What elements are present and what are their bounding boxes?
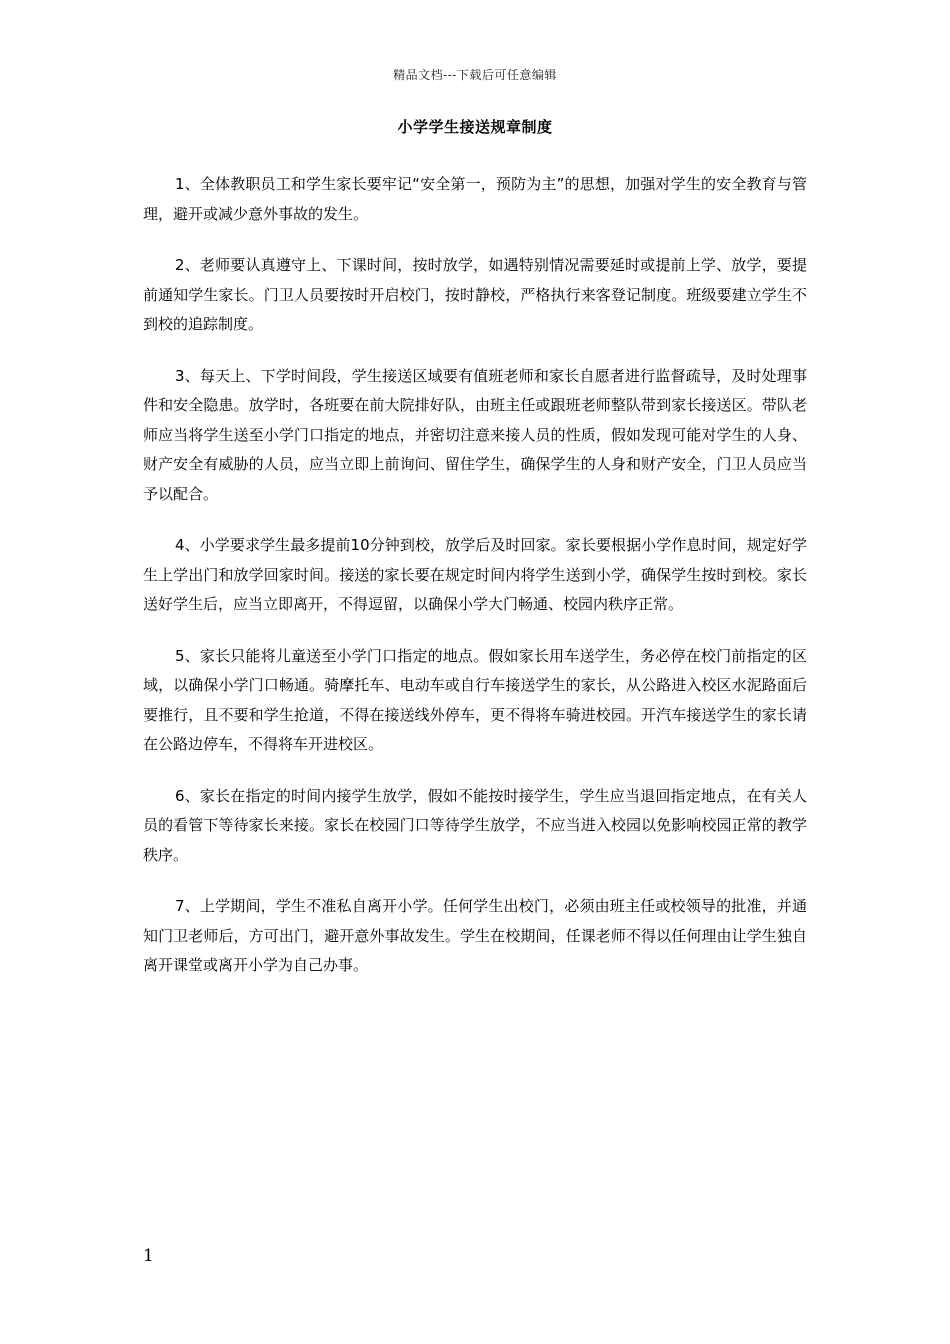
document-title: 小学学生接送规章制度 bbox=[397, 118, 553, 136]
paragraph-4: 4、小学要求学生最多提前10分钟到校，放学后及时回家。家长要根据小学作息时间，规定好学生上学出门和放学回家时间。接送的家长要在规定时间内将学生送到小学，确保学生按时到校。家长送好学生后，应当立即离开，不得逗留，以确保小学大门畅通、校园内秩序正常。 bbox=[143, 536, 807, 613]
paragraph-1: 1、全体教职员工和学生家长要牢记“安全第一，预防为主”的思想，加强对学生的安全教育与管理，避开或减少意外事故的发生。 bbox=[143, 175, 807, 223]
paragraph-3: 3、每天上、下学时间段，学生接送区域要有值班老师和家长自愿者进行监督疏导，及时处理事件和安全隐患。放学时，各班要在前大院排好队，由班主任或跟班老师整队带到家长接送区。带队老师应当将学生送至小学门口指定的地点，并密切注意来接人员的性质，假如发现可能对学生的人身、财产安全有威胁的人员，应当立即上前询问、留住学生，确保学生的人身和财产安全，门卫人员应当予以配合。 bbox=[143, 366, 807, 503]
paragraph-2: 2、老师要认真遵守上、下课时间，按时放学，如遇特别情况需要延时或提前上学、放学，要提前通知学生家长。门卫人员要按时开启校门，按时静校，严格执行来客登记制度。班级要建立学生不到校的追踪制度。 bbox=[143, 256, 807, 333]
page-number: 1 bbox=[143, 1246, 154, 1266]
header-note: 精品文档---下载后可任意编辑 bbox=[393, 68, 557, 82]
paragraph-7: 7、上学期间，学生不准私自离开小学。任何学生出校门，必须由班主任或校领导的批准，并通知门卫老师后，方可出门，避开意外事故发生。学生在校期间，任课老师不得以任何理由让学生独自离开课堂或离开小学为自己办事。 bbox=[143, 897, 807, 974]
document-body bbox=[143, 170, 807, 1003]
paragraph-6: 6、家长在指定的时间内接学生放学，假如不能按时接学生，学生应当退回指定地点，在有关人员的看管下等待家长来接。家长在校园门口等待学生放学，不应当进入校园以免影响校园正常的教学秩序。 bbox=[143, 786, 807, 864]
paragraph-5: 5、家长只能将儿童送至小学门口指定的地点。假如家长用车送学生，务必停在校门前指定的区域，以确保小学门口畅通。骑摩托车、电动车或自行车接送学生的家长，从公路进入校区水泥路面后要推行，且不要和学生抢道，不得在接送线外停车，更不得将车骑进校园。开汽车接送学生的家长请在公路边停车，不得将车开进校区。 bbox=[143, 646, 807, 753]
